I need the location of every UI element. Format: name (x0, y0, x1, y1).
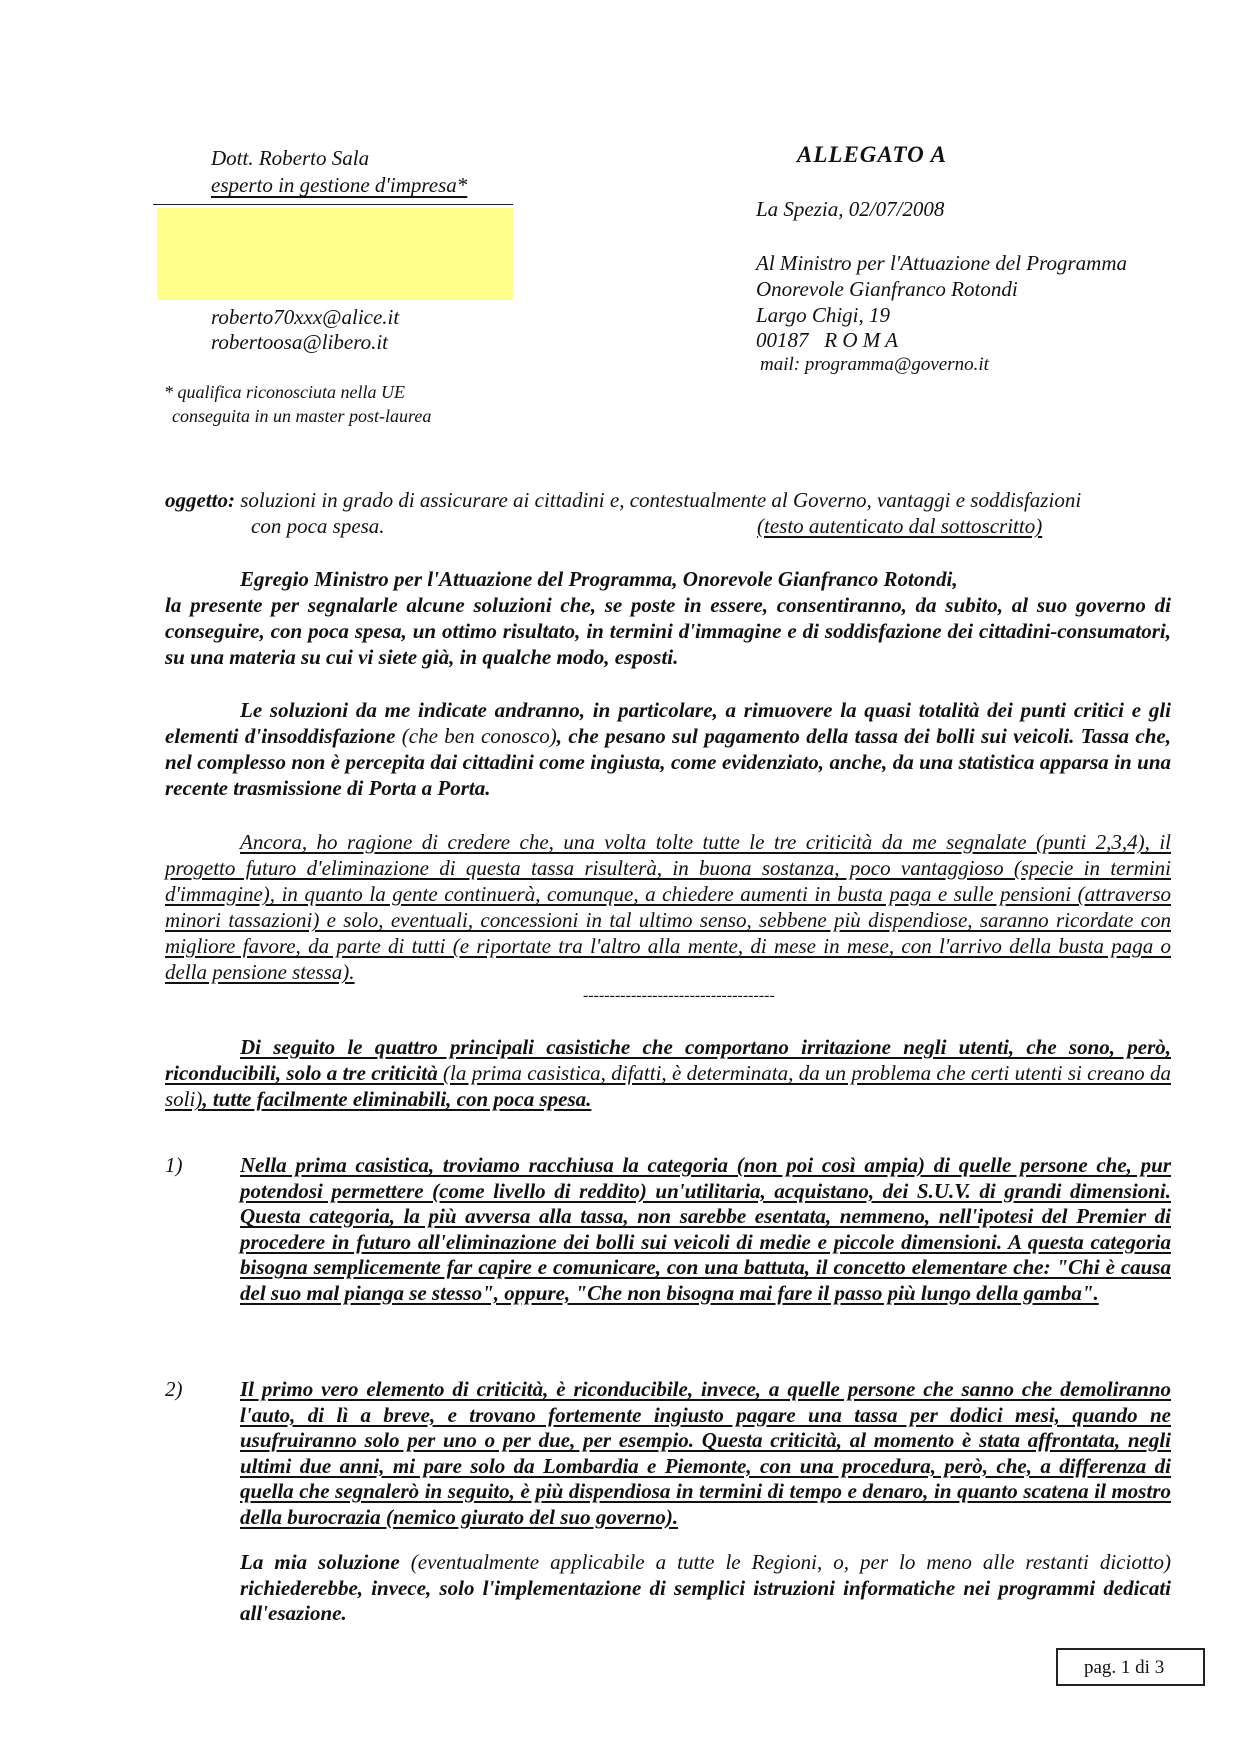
place-date: La Spezia, 02/07/2008 (756, 197, 945, 221)
subject-text-continued: con poca spesa. (251, 514, 385, 538)
intro-paragraph: la presente per segnalarle alcune soluzioni che, se poste in essere, consentiranno, da subito, al suo governo di conseguire, con poca spesa, un ottimo risultato, in termini d'immagine e di soddisfazione dei cittadini-consumatori, su una materia su cui vi siete già, in qualche modo, esposti. (165, 593, 1171, 669)
item-text-1: Nella prima casistica, troviamo racchiusa la categoria (non poi così ampia) di quelle persone che, pur potendosi permettere (come livello di reddito) un'utilitaria, acquistano, dei S.U.V. di grandi dimensioni. Questa categoria, la più avversa alla tassa, non sarebbe esentata, nemmeno, nell'ipotesi del Premier di procedere in futuro all'eliminazione dei bolli sui veicoli di medie e piccole dimensioni. A questa categoria bisogna semplicemente far capire e comunicare, con una battuta, il concetto elementare che: "Chi è causa del suo mal pianga se stesso", oppure, "Che non bisogna mai fare il passo più lungo della gamba". (240, 1153, 1171, 1305)
page-number-box (1056, 1648, 1205, 1686)
casistiche-intro-paragraph (165, 1034, 1171, 1112)
solutions-text-b: (che ben conosco) (401, 724, 557, 748)
subject-authentication-note: (testo autenticato dal sottoscritto) (757, 514, 1043, 538)
seguito-text-b: (la prima casistica, difatti, è determinata, da un problema che certi utenti si creano da soli) (165, 1061, 1172, 1111)
solution-parenthetical: (eventualmente applicabile a tutte le Regioni, o, per lo meno alle restanti diciotto) (399, 1550, 1171, 1574)
sender-email-1: roberto70xxx@alice.it (211, 305, 400, 329)
solution-paragraph (240, 1550, 1171, 1627)
sender-title: esperto in gestione d'impresa* (211, 173, 468, 197)
section-separator: ------------------------------------ (583, 987, 775, 1004)
solution-text: richiederebbe, invece, solo l'implementazione di semplici istruzioni informatiche nei programmi dedicati all'esazione. (240, 1575, 1171, 1625)
greeting: Egregio Ministro per l'Attuazione del Programma, Onorevole Gianfranco Rotondi, (240, 567, 958, 591)
recipient-line-4: 00187 R O M A (756, 328, 898, 352)
ancora-paragraph: Ancora, ho ragione di credere che, una volta tolte tutte le tre criticità da me segnalate (punti 2,3,4), il progetto futuro d'eliminazione di questa tassa risulterà, in buona sostanza, poco vantaggioso (specie in termini d'immagine), in quanto la gente continuerà, comunque, a chiedere aumenti in busta paga e sulle pensioni (attraverso minori tassazioni) e solo, eventuali, concessioni in tal ultimo senso, sebbene più dispendiose, saranno ricordate con migliore favore, da parte di tutti (e riportate tra l'altro alla mente, di mese in mese, con l'arrivo della busta paga o della pensione stessa). (165, 830, 1171, 984)
seguito-text-a: Di seguito le quattro principali casistiche che comportano irritazione negli utenti, che sono, però, riconducibili, solo a tre criticità (165, 1035, 1171, 1085)
item-number-1: 1) (165, 1153, 183, 1177)
page-number: pag. 1 di 3 (1084, 1657, 1165, 1678)
sender-email-2: robertoosa@libero.it (211, 330, 389, 354)
recipient-line-3: Largo Chigi, 19 (756, 303, 890, 327)
solutions-text-a: Le soluzioni da me indicate andranno, in particolare, a rimuovere la quasi totalità dei punti critici e gli elementi d'insoddisfazione (165, 698, 1171, 748)
attachment-title: ALLEGATO A (797, 142, 947, 167)
recipient-line-1: Al Ministro per l'Attuazione del Programma (756, 251, 1127, 275)
recipient-email: mail: programma@governo.it (760, 354, 989, 375)
solutions-paragraph (165, 697, 1171, 801)
subject-line (165, 487, 1170, 514)
subject-text: soluzioni in grado di assicurare ai cittadini e, contestualmente al Governo, vantaggi e soddisfazioni (240, 488, 1082, 512)
recipient-line-2: Onorevole Gianfranco Rotondi (756, 277, 1018, 301)
qualification-note-line-2: conseguita in un master post-laurea (172, 406, 432, 426)
solution-lead: La mia soluzione (240, 1550, 400, 1574)
item-number-2: 2) (165, 1377, 183, 1401)
sender-name: Dott. Roberto Sala (211, 146, 370, 170)
sender-divider (153, 204, 513, 205)
solutions-text-c: , che pesano sul pagamento della tassa dei bolli sui veicoli. Tassa che, nel complesso non è percepita dai cittadini come ingiusta, come evidenziato, anche, da una statistica apparsa in una recente trasmissione di Porta a Porta. (165, 724, 1171, 800)
qualification-note-line-1: * qualifica riconosciuta nella UE (164, 382, 405, 402)
seguito-text-c: , tutte facilmente eliminabili, con poca spesa. (202, 1087, 592, 1111)
subject-label: oggetto: (165, 488, 235, 512)
redacted-address-highlight (157, 208, 513, 300)
item-text-2: Il primo vero elemento di criticità, è riconducibile, invece, a quelle persone che sanno che demoliranno l'auto, di lì a breve, e trovano fortemente ingiusto pagare una tassa per dodici mesi, quando ne usufruiranno solo per uno o per due, per esempio. Questa criticità, al momento è stata affrontata, negli ultimi due anni, mi pare solo da Lombardia e Piemonte, con una procedura, però, che, a differenza di quella che segnalerò in seguito, è più dispendiosa in termini di tempo e denaro, in quanto scatena il mostro della burocrazia (nemico giurato del suo governo). (240, 1377, 1171, 1529)
